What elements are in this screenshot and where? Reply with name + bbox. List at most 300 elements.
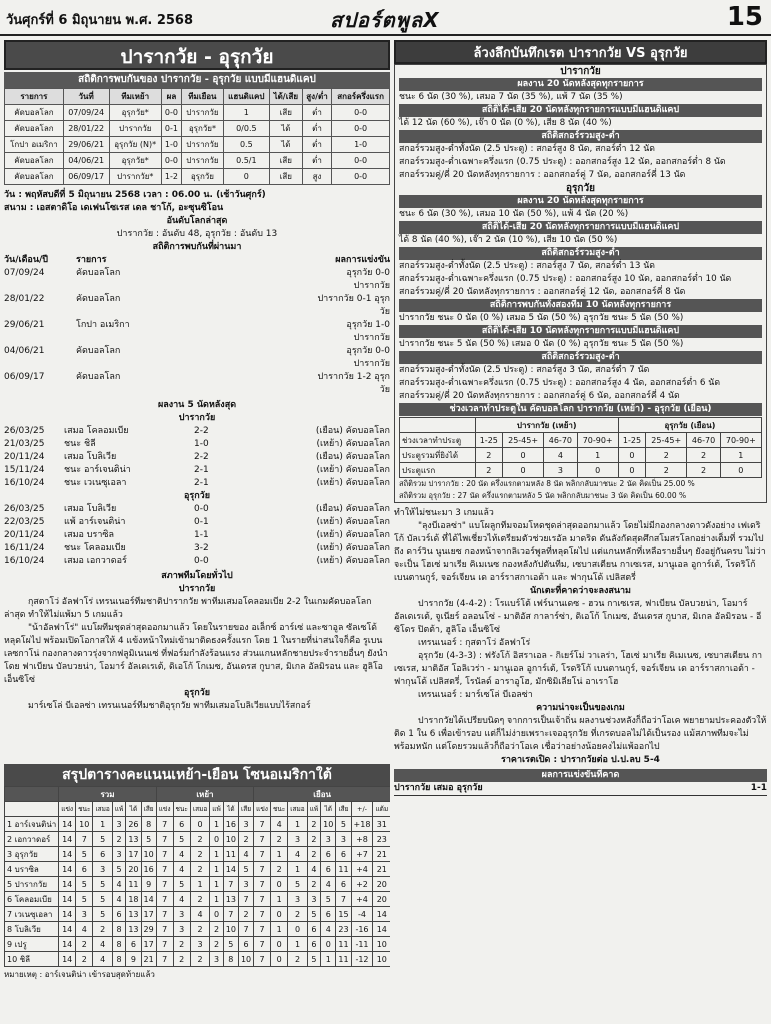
match-venue: สนาม : เอสตาดิโอ เดเฟนโซเรส เดล ชาโก้, อะซุนซิโอน (4, 203, 224, 213)
records-h2h10-title: สถิติการพบกันทั้งสองทีม 10 นัดหลังทุกรายการ (399, 299, 762, 312)
h2h-cell: โกปา อเมริกา (5, 137, 64, 153)
standing-sub-cell: แข่ง (156, 802, 173, 817)
standing-cell: 7 (254, 907, 271, 922)
standing-cell: 7 (254, 847, 271, 862)
standing-cell: 2 (190, 862, 209, 877)
timing-table (399, 417, 762, 478)
standing-cell: 14 (59, 892, 76, 907)
past-date: 06/09/17 (4, 372, 45, 382)
standing-cell: 4 (112, 892, 125, 907)
standing-cell: 7 (254, 817, 271, 832)
standing-cell: 6 (336, 877, 351, 892)
timing-title: ช่วงเวลาทำประตูใน คัดบอลโลก ปารากวัย (เหย้า) - อุรุกวัย (เยือน) (399, 403, 762, 416)
last5-row (4, 464, 390, 477)
standing-cell: 1 (210, 847, 223, 862)
chance-text: ปารากวัยได้เปรียบนิดๆ จากการเป็นเจ้าถิ่น ผลงานช่วงหลังก็ถือว่าโอเค พยายามประคองตัวให้ติด 1 ใน 6 เพื่อเข้ารอบ แต่ก็ไม่ง่ายเพราะเจออุรุกวัย ที่เกรดบอลไม่ได้เป็นรอง แม้สภาพทีมจะไม่พร้อมหนัก แต่โดยรวมแล้วก็ถือว่าโอเค เชื่อว่าอย่างน้อยคงไม่แพ้ออกไป (394, 716, 767, 752)
standing-cell: 7 (156, 907, 173, 922)
standing-cell: 31 (373, 817, 390, 832)
standing-cell: 0 (288, 922, 307, 937)
last5-score: 1-0 (194, 439, 209, 449)
last5-date: 16/10/24 (4, 556, 45, 566)
article-p1: ทำให้ไม่ชนะมา 3 เกมแล้ว (394, 508, 494, 518)
article (394, 507, 767, 796)
standing-cell: 7 (254, 862, 271, 877)
h2h-cell: ปารากวัย (182, 137, 224, 153)
standing-cell: 5 (141, 832, 156, 847)
standing-cell: 8 (112, 952, 125, 967)
last5-venue: (เหย้า) คัดบอลโลก (316, 439, 390, 449)
records-a-last20-title: ผลงาน 20 นัดหลังสุดทุกรายการ (399, 78, 762, 91)
past-competition: โกปา อเมริกา (76, 320, 130, 330)
standing-cell: 5 (307, 907, 320, 922)
last5-row (4, 529, 390, 542)
standing-cell: 1 (270, 922, 287, 937)
standing-cell: 7 (156, 952, 173, 967)
standing-cell: 10 (321, 817, 336, 832)
standing-cell: 4 (321, 877, 336, 892)
last5-list-a (4, 425, 390, 490)
trainer-b: เทรนเนอร์ : มาร์เซโล่ บีเอลซ่า (418, 690, 533, 700)
standing-team: 3 อุรุกวัย (5, 847, 59, 862)
h2h-cell: 06/09/17 (63, 169, 109, 185)
standing-cell: 6 (307, 937, 320, 952)
standing-cell: 13 (223, 892, 238, 907)
standing-cell: 5 (307, 952, 320, 967)
standing-cell: 0 (270, 877, 287, 892)
records-a-handicap: ได้ 12 นัด (60 %), เจ๊า 0 นัด (0 %), เสีย 8 นัด (40 %) (399, 118, 612, 128)
standing-cell: 2 (307, 847, 320, 862)
standing-cell: 8 (223, 952, 238, 967)
h2h-cell: อุรุกวัย* (109, 105, 161, 121)
standing-cell: 7 (238, 922, 253, 937)
standing-section (4, 764, 390, 981)
standing-cell: 2 (190, 892, 209, 907)
general-team-b: อุรุกวัย (183, 688, 210, 698)
standing-cell: 3 (112, 847, 125, 862)
standing-cell: 7 (156, 847, 173, 862)
standing-cell: 4 (173, 847, 190, 862)
standing-cell: 2 (93, 922, 112, 937)
standing-cell: +8 (351, 832, 373, 847)
h2h-header-cell: วันที่ (63, 89, 109, 105)
standing-cell: 3 (238, 877, 253, 892)
standing-row (5, 907, 391, 922)
timing-cell: ประตูแรก (400, 463, 476, 478)
standing-group-row: รวม เหย้า เยือน (5, 787, 391, 802)
standing-cell: 20 (126, 862, 141, 877)
last5-row (4, 438, 390, 451)
last5-opponent: เสมอ โคลอมเบีย (64, 426, 129, 436)
standing-cell: 0 (270, 937, 287, 952)
past-meeting-row (4, 267, 390, 293)
standing-sub-cell: เสีย (336, 802, 351, 817)
last5-opponent: เสมอ โบลิเวีย (64, 452, 117, 462)
standing-sub-cell: +/- (351, 802, 373, 817)
standing-cell: 1 (288, 817, 307, 832)
standing-sub-cell: ได้ (223, 802, 238, 817)
standing-cell: 14 (59, 952, 76, 967)
standing-cell: 2 (210, 922, 223, 937)
standing-cell: 14 (59, 922, 76, 937)
prediction-score: 1-1 (750, 783, 767, 793)
standing-cell: 18 (126, 892, 141, 907)
last5-row (4, 451, 390, 464)
last5-score: 3-2 (194, 543, 209, 553)
right-column (394, 40, 767, 1020)
records-b-handicap: ได้ 8 นัด (40 %), เจ๊า 2 นัด (10 %), เสีย 10 นัด (50 %) (399, 235, 618, 245)
timing-cell: 2 (646, 448, 687, 463)
standing-cell: 13 (126, 832, 141, 847)
records-b-ou3: สกอร์รวมคู่/คี่ 20 นัดหลังทุกรายการ : ออกสกอร์คู่ 12 นัด, ออกสกอร์คี่ 8 นัด (399, 287, 686, 297)
last5-list-b (4, 503, 390, 568)
last5-opponent: เสมอ เอกวาดอร์ (64, 556, 127, 566)
standing-sub-cell: ได้ (126, 802, 141, 817)
standing-sub-team (5, 802, 59, 817)
timing-cell: 2 (687, 448, 720, 463)
h2h-cell: 1 (223, 105, 269, 121)
last5-venue: (เหย้า) คัดบอลโลก (316, 517, 390, 527)
h2h-cell: 0-1 (161, 121, 181, 137)
last5-venue: (เยือน) คัดบอลโลก (315, 426, 390, 436)
h2h-row (5, 121, 390, 137)
past-meetings-header: วัน/เดือน/ปี รายการ ผลการแข่งขัน (4, 255, 390, 265)
standing-sub-cell: แพ้ (112, 802, 125, 817)
timing-cell: 2 (687, 463, 720, 478)
standing-cell: 5 (93, 892, 112, 907)
standing-cell: 21 (373, 847, 390, 862)
prediction-title: ผลการแข่งขันที่คาด (394, 769, 767, 782)
standing-cell: -4 (351, 907, 373, 922)
last5-date: 20/11/24 (4, 452, 45, 462)
standing-cell: 4 (238, 847, 253, 862)
left-column (4, 40, 390, 1015)
standing-cell: 7 (238, 892, 253, 907)
h2h-cell: ต่ำ (302, 121, 331, 137)
last5-row (4, 516, 390, 529)
standing-sub-cell: ชนะ (173, 802, 190, 817)
standing-cell: 23 (336, 922, 351, 937)
standing-cell: +2 (351, 877, 373, 892)
last5-opponent: ชนะ เวเนซุเอลา (64, 478, 127, 488)
standing-cell: 7 (254, 952, 271, 967)
last5-opponent: เสมอ บราซิล (64, 530, 114, 540)
h2h-cell: ปารากวัย* (109, 169, 161, 185)
past-date: 04/06/21 (4, 346, 45, 356)
past-meeting-row (4, 293, 390, 319)
timing-cell: ประตูรวมที่ยิงได้ (400, 448, 476, 463)
records-box (394, 64, 767, 503)
standing-cell: 6 (126, 937, 141, 952)
standing-cell: 6 (321, 862, 336, 877)
standing-note: หมายเหตุ : อาร์เจนติน่า เข้ารอบสุดท้ายแล้ว (4, 970, 155, 979)
standing-cell: 5 (76, 847, 93, 862)
issue-date: วันศุกร์ที่ 6 มิถุนายน พ.ศ. 2568 (6, 13, 194, 28)
standing-sub-cell: แข่ง (59, 802, 76, 817)
h2h-cell: 0-0 (161, 105, 181, 121)
timing-cell: 25-45+ (502, 433, 543, 448)
records-a-ou3: สกอร์รวมคู่/คี่ 20 นัดหลังทุกรายการ : ออกสกอร์คู่ 7 นัด, ออกสกอร์คี่ 13 นัด (399, 170, 686, 180)
last5-date: 20/11/24 (4, 530, 45, 540)
standing-cell: 17 (141, 937, 156, 952)
standing-cell: 20 (373, 892, 390, 907)
standing-cell: 11 (223, 847, 238, 862)
standing-cell: 23 (373, 832, 390, 847)
standing-cell: 3 (288, 832, 307, 847)
records-b-ou2: สกอร์รวมสูง-ต่ำเฉพาะครึ่งแรก (0.75 ประตู) : ออกสกอร์สูง 10 นัด, ออกสกอร์ต่ำ 10 นัด (399, 274, 732, 284)
standing-row (5, 952, 391, 967)
timing-cell: 0 (502, 448, 543, 463)
standing-cell: 1 (210, 817, 223, 832)
h2h-cell: คัดบอลโลก (5, 169, 64, 185)
h2h-cell: 1-0 (161, 137, 181, 153)
h2h-header-cell: ทีมเหย้า (109, 89, 161, 105)
h2h-cell: 29/06/21 (63, 137, 109, 153)
standing-team: 9 เปรู (5, 937, 59, 952)
past-result: อุรุกวัย 0-0 ปารากวัย (346, 268, 390, 291)
standing-cell: 7 (156, 937, 173, 952)
records-a-results: ชนะ 6 นัด (30 %), เสมอ 7 นัด (35 %), แพ้ 7 นัด (35 %) (399, 92, 623, 102)
standing-row (5, 817, 391, 832)
standing-title: สรุปตารางคะแนนเหย้า-เยือน โซนอเมริกาใต้ (4, 764, 390, 786)
last5-row (4, 477, 390, 490)
standing-cell: 13 (126, 907, 141, 922)
past-result: อุรุกวัย 1-0 ปารากวัย (346, 320, 390, 343)
ranking-title: อันดับโลกล่าสุด (166, 216, 228, 226)
last5-score: 2-1 (194, 478, 209, 488)
timing-row (400, 433, 762, 448)
standing-cell: 6 (307, 922, 320, 937)
standing-cell: 7 (223, 877, 238, 892)
standing-cell: 6 (321, 907, 336, 922)
standing-cell: 14 (223, 862, 238, 877)
standing-cell: +4 (351, 892, 373, 907)
records-b-ou-title: สถิติสกอร์รวมสูง-ต่ำ (399, 247, 762, 260)
h2h-row (5, 169, 390, 185)
last5-venue: (เหย้า) คัดบอลโลก (316, 530, 390, 540)
standing-row (5, 832, 391, 847)
standing-team: 8 โบลิเวีย (5, 922, 59, 937)
page-number: 15 (726, 2, 763, 32)
h2h-header-cell: ผล (161, 89, 181, 105)
standing-cell: 6 (93, 847, 112, 862)
standing-cell: 7 (223, 907, 238, 922)
standing-sub-cell: ชนะ (270, 802, 287, 817)
standing-cell: 3 (112, 817, 125, 832)
standing-cell: 1 (288, 862, 307, 877)
h2h-row (5, 137, 390, 153)
h2h-cell: คัดบอลโลก (5, 121, 64, 137)
standing-team: 6 โคลอมเบีย (5, 892, 59, 907)
standing-cell: 13 (126, 922, 141, 937)
standing-row (5, 862, 391, 877)
standing-cell: 14 (59, 862, 76, 877)
article-p2: "ลุงบีเอลซ่า" แบโผลูกทีมจอมโหดชุดล่าสุดออกมาแล้ว โดยไม่มีกองกลางดาวดังอย่าง เฟเดริโก้ บัลเวร์เด้ ที่ได้ไพเชี่ยวไห้เตรียมตัวช่วยเรอัล มาดริด ดันลังกัดสุดศึกสโมสรโลกอย่างเต็มที่ รวมไปถึง ดาร์วิน นูนเยซ กองหน้าจากลิเวอร์พูลที่หลุดโผไป แต่แกนหลักที่เหลือรายอื่นๆ ยังอยู่กันครบ ไม่ว่าจะเป็น โฮเซ่ มาเรีย คิเมเนซ กองหลังกัปตันทีม, เซบาสเตียน กาเซเรส, มานูเอล อูการ์เต้, โรดริโก้ เบนตานกูร์, จอร์เจียน เด อาร์ราสกาเอต้า และ ฟากุนโด้ เปลิสตรี่ (394, 521, 766, 583)
h2h-header-cell: ได้/เสีย (269, 89, 302, 105)
standing-cell: 2 (288, 907, 307, 922)
records-a-ou2: สกอร์รวมสูง-ต่ำเฉพาะครึ่งแรก (0.75 ประตู) : ออกสกอร์สูง 12 นัด, ออกสกอร์ต่ำ 8 นัด (399, 157, 726, 167)
h2h-cell: ต่ำ (302, 105, 331, 121)
standing-cell: 11 (336, 937, 351, 952)
last5-team-a: ปารากวัย (178, 413, 216, 423)
page-header (0, 0, 771, 36)
h2h-header-cell: แฮนดิแคป (223, 89, 269, 105)
standing-cell: 2 (190, 952, 209, 967)
h2h-cell: ต่ำ (302, 153, 331, 169)
timing-cell: 70-90+ (577, 433, 618, 448)
standing-sub-header (5, 802, 391, 817)
standing-sub-cell: ได้ (321, 802, 336, 817)
timing-cell: 25-45+ (646, 433, 687, 448)
last5-date: 16/11/24 (4, 543, 45, 553)
standing-cell: 16 (141, 862, 156, 877)
timing-cell: 0 (618, 463, 645, 478)
standing-cell: 2 (307, 877, 320, 892)
last5-date: 21/03/25 (4, 439, 45, 449)
standing-cell: 0 (210, 907, 223, 922)
standing-cell: 5 (76, 892, 93, 907)
standing-cell: 2 (112, 832, 125, 847)
h2h-cell: ได้ (269, 137, 302, 153)
h2h-cell: เสีย (269, 105, 302, 121)
standing-cell: 14 (59, 847, 76, 862)
standing-row (5, 922, 391, 937)
h2h-cell: 1-2 (161, 169, 181, 185)
standing-cell: 4 (307, 862, 320, 877)
standing-cell: 3 (190, 937, 209, 952)
h2h-cell: คัดบอลโลก (5, 153, 64, 169)
h2h-cell: 0-0 (161, 153, 181, 169)
timing-note-1: สถิติรวม ปารากวัย : 20 นัด ครึ่งแรกตามหลัง 8 นัด พลิกกลับมาชนะ 2 นัด คิดเป็น 25.00 % (399, 479, 695, 488)
timing-cell: 2 (646, 463, 687, 478)
h2h-cell: อุรุกวัย (N)* (109, 137, 161, 153)
h2h-table-title: สถิติการพบกันของ ปารากวัย - อุรุกวัย แบบมีแฮนดิแคป (4, 72, 390, 88)
timing-row (400, 448, 762, 463)
records-ou10-1: สกอร์รวมสูง-ต่ำทั้งนัด (2.5 ประตู) : สกอร์สูง 3 นัด, สกอร์ต่ำ 7 นัด (399, 365, 650, 375)
last5-venue: (เยือน) คัดบอลโลก (315, 504, 390, 514)
records-b-handicap-title: สถิติได้-เสีย 20 นัดหลังทุกรายการแบบมีแฮนดิแคป (399, 221, 762, 234)
records-b-ou1: สกอร์รวมสูง-ต่ำทั้งนัด (2.5 ประตู) : สกอร์สูง 7 นัด, สกอร์ต่ำ 13 นัด (399, 261, 655, 271)
standing-cell: 1 (210, 877, 223, 892)
h2h-cell: ปารากวัย (182, 105, 224, 121)
standing-cell: 14 (59, 832, 76, 847)
standing-cell: 10 (373, 937, 390, 952)
standing-sub-cell: เสมอ (288, 802, 307, 817)
timing-row (400, 463, 762, 478)
records-ou10-title: สถิติสกอร์รวมสูง-ต่ำ (399, 351, 762, 364)
timing-team-row: ปารากวัย (เหย้า) อุรุกวัย (เยือน) (400, 418, 762, 433)
last5-score: 0-0 (194, 556, 209, 566)
standing-cell: 21 (373, 862, 390, 877)
standing-cell: 4 (321, 922, 336, 937)
standing-cell: -12 (351, 952, 373, 967)
h2h-cell: เสีย (269, 169, 302, 185)
standing-cell: 7 (254, 937, 271, 952)
last5-opponent: แพ้ อาร์เจนติน่า (64, 517, 126, 527)
standing-sub-cell: เสีย (141, 802, 156, 817)
standing-cell: 7 (156, 892, 173, 907)
standing-cell: 8 (112, 937, 125, 952)
h2h-cell: 07/09/24 (63, 105, 109, 121)
records-b-last20-title: ผลงาน 20 นัดหลังสุดทุกรายการ (399, 195, 762, 208)
standing-cell: 2 (173, 937, 190, 952)
standing-cell: 26 (126, 817, 141, 832)
h2h-cell: ปารากวัย (182, 153, 224, 169)
standing-cell: 6 (76, 862, 93, 877)
standing-cell: 1 (190, 877, 209, 892)
standing-cell: +18 (351, 817, 373, 832)
h2h-header-cell: สกอร์ครึ่งแรก (332, 89, 390, 105)
standing-cell: 16 (223, 817, 238, 832)
standing-cell: 3 (173, 922, 190, 937)
past-date: 07/09/24 (4, 268, 45, 278)
standing-cell: 8 (112, 922, 125, 937)
last5-title: ผลงาน 5 นัดหลังสุด (157, 400, 237, 410)
records-a-ou-title: สถิติสกอร์รวมสูง-ต่ำ (399, 130, 762, 143)
standing-cell: 7 (254, 892, 271, 907)
h2h-header-cell: ทีมเยือน (182, 89, 224, 105)
timing-cell: 3 (544, 463, 577, 478)
standing-cell: 5 (173, 832, 190, 847)
last5-score: 0-1 (194, 517, 209, 527)
records-h2h10: ปารากวัย ชนะ 0 นัด (0 %) เสมอ 5 นัด (50 %) อุรุกวัย ชนะ 5 นัด (50 %) (399, 313, 684, 323)
standing-cell: 7 (76, 832, 93, 847)
standing-cell: 3 (238, 817, 253, 832)
timing-cell: 1 (577, 448, 618, 463)
h2h-header-cell: สูง/ต่ำ (302, 89, 331, 105)
standing-cell: 3 (336, 832, 351, 847)
standing-cell: 10 (223, 832, 238, 847)
standing-sub-cell: แพ้ (307, 802, 320, 817)
last5-date: 26/03/25 (4, 426, 45, 436)
standing-cell: 1 (210, 892, 223, 907)
standing-cell: 10 (223, 922, 238, 937)
last5-venue: (เยือน) คัดบอลโลก (315, 452, 390, 462)
records-ou10-3: สกอร์รวมคู่/คี่ 20 นัดหลังทุกรายการ : ออกสกอร์คู่ 6 นัด, ออกสกอร์คี่ 4 นัด (399, 391, 680, 401)
standing-cell: 10 (238, 952, 253, 967)
h2h-row (5, 153, 390, 169)
h2h-cell: อุรุกวัย (182, 169, 224, 185)
last5-venue: (เหย้า) คัดบอลโลก (316, 543, 390, 553)
h2h-header-row (5, 89, 390, 105)
records-title: ล้วงลึกบันทึกเรต ปารากวัย VS อุรุกวัย (394, 40, 767, 64)
standing-cell: 11 (126, 877, 141, 892)
ranking-text: ปารากวัย : อันดับ 48, อุรุกวัย : อันดับ 13 (116, 229, 278, 239)
standing-sub-cell: แข่ง (254, 802, 271, 817)
timing-cell: 0 (618, 448, 645, 463)
lineup-a: ปารากวัย (4-4-2) : โรแบร์โต้ เฟร์นานเดซ - ฮวน กาเซเรส, ฟาเบียน บัลบวยน่า, โอมาร์ อัลเดเรเต้, จูเนียร์ อลอนโซ่ - มาติอัส กาลาร์ซ่า, ดิเอโก้ โกเมซ, อันเดรส กูบาส, มิเกล อัลมิรอน - อีซิโดร ปิตต้า, ฮูลิโอ เอ็นซิโซ่ (394, 599, 762, 635)
h2h-cell: สูง (302, 169, 331, 185)
standing-cell: 2 (190, 832, 209, 847)
standing-cell: 5 (336, 817, 351, 832)
last5-row (4, 503, 390, 516)
h2h-cell: 0.5/1 (223, 153, 269, 169)
h2h-header-cell: รายการ (5, 89, 64, 105)
standing-cell: 3 (210, 952, 223, 967)
standing-cell: 7 (336, 892, 351, 907)
standing-cell: 3 (307, 892, 320, 907)
past-meetings-list (4, 267, 390, 397)
past-competition: คัดบอลโลก (76, 294, 121, 304)
standing-cell: 6 (112, 907, 125, 922)
standing-cell: 4 (288, 847, 307, 862)
standing-cell: 7 (156, 862, 173, 877)
standing-row (5, 892, 391, 907)
standing-cell: 7 (156, 922, 173, 937)
last5-team-b: อุรุกวัย (183, 491, 210, 501)
standing-sub-cell: ชนะ (76, 802, 93, 817)
timing-cell: 0 (577, 463, 618, 478)
past-meeting-row (4, 319, 390, 345)
